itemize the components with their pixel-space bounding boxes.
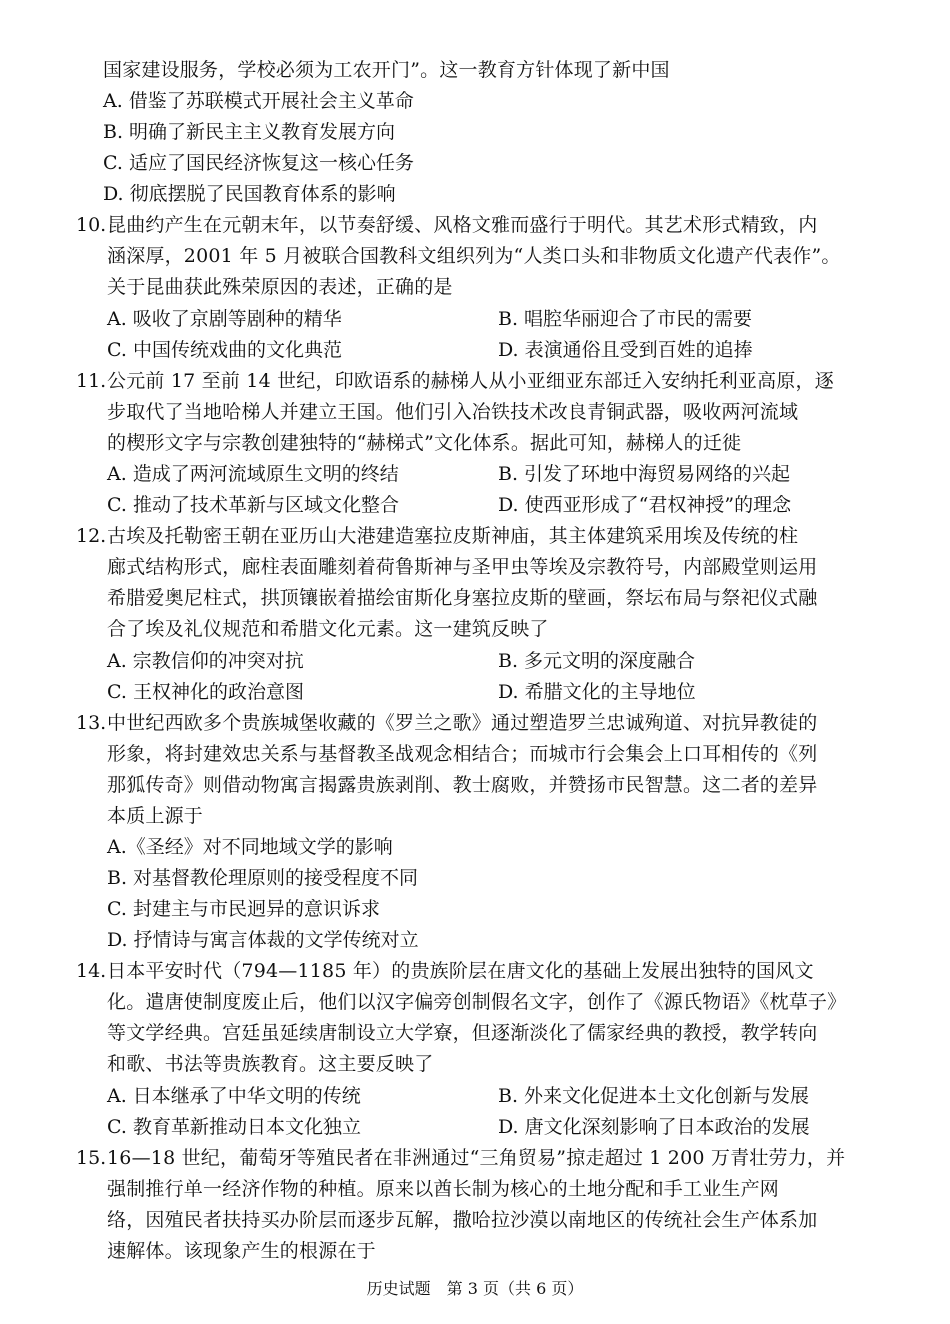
q14-line-2: 化。遣唐使制度废止后，他们以汉字偏旁创制假名文字，创作了《源氏物语》《枕草子》 [107,991,847,1013]
q12-option-b: B. 多元文明的深度融合 [498,650,696,672]
q12-line-3: 希腊爱奥尼柱式，拱顶镶嵌着描绘宙斯化身塞拉皮斯的壁画，祭坛布局与祭祀仪式融 [107,587,818,609]
q10-line-3: 关于昆曲获此殊荣原因的表述，正确的是 [107,276,453,298]
q15-line-2: 强制推行单一经济作物的种植。原来以酋长制为核心的土地分配和手工业生产网 [107,1178,780,1200]
q13-option-d: D. 抒情诗与寓言体裁的文学传统对立 [107,929,419,951]
q12-line-4: 合了埃及礼仪规范和希腊文化元素。这一建筑反映了 [107,618,549,640]
q11-line-1: 公元前 17 至前 14 世纪，印欧语系的赫梯人从小亚细亚东部迁入安纳托利亚高原，逐 [107,370,834,392]
q13-option-a: A.《圣经》对不同地域文学的影响 [107,836,393,858]
q13-option-b: B. 对基督教伦理原则的接受程度不同 [107,867,419,889]
q9-stem-tail: 国家建设服务，学校必须为工农开门”。这一教育方针体现了新中国 [103,59,670,81]
q9-option-a: A. 借鉴了苏联模式开展社会主义革命 [103,90,414,112]
q15-line-1: 16—18 世纪，葡萄牙等殖民者在非洲通过“三角贸易”掠走超过 1 200 万青壮劳力，并 [107,1147,846,1169]
q11-option-d: D. 使西亚形成了“君权神授”的理念 [498,494,792,516]
q14-line-1: 日本平安时代（794—1185 年）的贵族阶层在唐文化的基础上发展出独特的国风文 [107,960,814,982]
q11-option-a: A. 造成了两河流域原生文明的终结 [107,463,399,485]
q9-option-d: D. 彻底摆脱了民国教育体系的影响 [103,183,396,205]
q12-option-c: C. 王权神化的政治意图 [107,681,304,703]
q10-number: 10. [76,214,107,236]
q13-option-c: C. 封建主与市民迥异的意识诉求 [107,898,380,920]
q13-line-1: 中世纪西欧多个贵族城堡收藏的《罗兰之歌》通过塑造罗兰忠诚殉道、对抗异教徒的 [107,712,818,734]
q10-option-a: A. 吸收了京剧等剧种的精华 [107,308,342,330]
q10-option-d: D. 表演通俗且受到百姓的追捧 [498,339,753,361]
q13-line-3: 那狐传奇》则借动物寓言揭露贵族剥削、教士腐败，并赞扬市民智慧。这二者的差异 [107,774,818,796]
q10-option-c: C. 中国传统戏曲的文化典范 [107,339,342,361]
q12-option-d: D. 希腊文化的主导地位 [498,681,696,703]
page-footer: 历史试题 第 3 页（共 6 页） [366,1279,584,1298]
q9-option-c: C. 适应了国民经济恢复这一核心任务 [103,152,414,174]
q11-option-c: C. 推动了技术革新与区域文化整合 [107,494,399,516]
q13-line-4: 本质上源于 [107,805,204,827]
q12-line-2: 廊式结构形式，廊柱表面雕刻着荷鲁斯神与圣甲虫等埃及宗教符号，内部殿堂则运用 [107,556,818,578]
q14-option-d: D. 唐文化深刻影响了日本政治的发展 [498,1116,810,1138]
q15-line-3: 络，因殖民者扶持买办阶层而逐步瓦解，撒哈拉沙漠以南地区的传统社会生产体系加 [107,1209,818,1231]
q11-number: 11. [76,370,107,392]
q14-line-4: 和歌、书法等贵族教育。这主要反映了 [107,1053,434,1075]
q11-line-2: 步取代了当地哈梯人并建立王国。他们引入冶铁技术改良青铜武器，吸收两河流域 [107,401,799,423]
q13-number: 13. [76,712,107,734]
q14-option-a: A. 日本继承了中华文明的传统 [107,1085,361,1107]
q10-option-b: B. 唱腔华丽迎合了市民的需要 [498,308,753,330]
q12-option-a: A. 宗教信仰的冲突对抗 [107,650,304,672]
q11-line-3: 的楔形文字与宗教创建独特的“赫梯式”文化体系。据此可知，赫梯人的迁徙 [107,432,742,454]
q12-number: 12. [76,525,107,547]
q9-option-b: B. 明确了新民主主义教育发展方向 [103,121,396,143]
q14-option-c: C. 教育革新推动日本文化独立 [107,1116,361,1138]
q14-option-b: B. 外来文化促进本土文化创新与发展 [498,1085,810,1107]
q10-line-1: 昆曲约产生在元朝末年，以节奏舒缓、风格文雅而盛行于明代。其艺术形式精致，内 [107,214,818,236]
q11-option-b: B. 引发了环地中海贸易网络的兴起 [498,463,791,485]
q14-number: 14. [76,960,107,982]
q10-line-2: 涵深厚，2001 年 5 月被联合国教科文组织列为“人类口头和非物质文化遗产代表作”。 [107,245,841,267]
q13-line-2: 形象，将封建效忠关系与基督教圣战观念相结合；而城市行会集会上口耳相传的《列 [107,743,818,765]
q15-number: 15. [76,1147,107,1169]
q12-line-1: 古埃及托勒密王朝在亚历山大港建造塞拉皮斯神庙，其主体建筑采用埃及传统的柱 [107,525,799,547]
q15-line-4: 速解体。该现象产生的根源在于 [107,1240,376,1262]
q14-line-3: 等文学经典。宫廷虽延续唐制设立大学寮，但逐渐淡化了儒家经典的教授，教学转向 [107,1022,818,1044]
